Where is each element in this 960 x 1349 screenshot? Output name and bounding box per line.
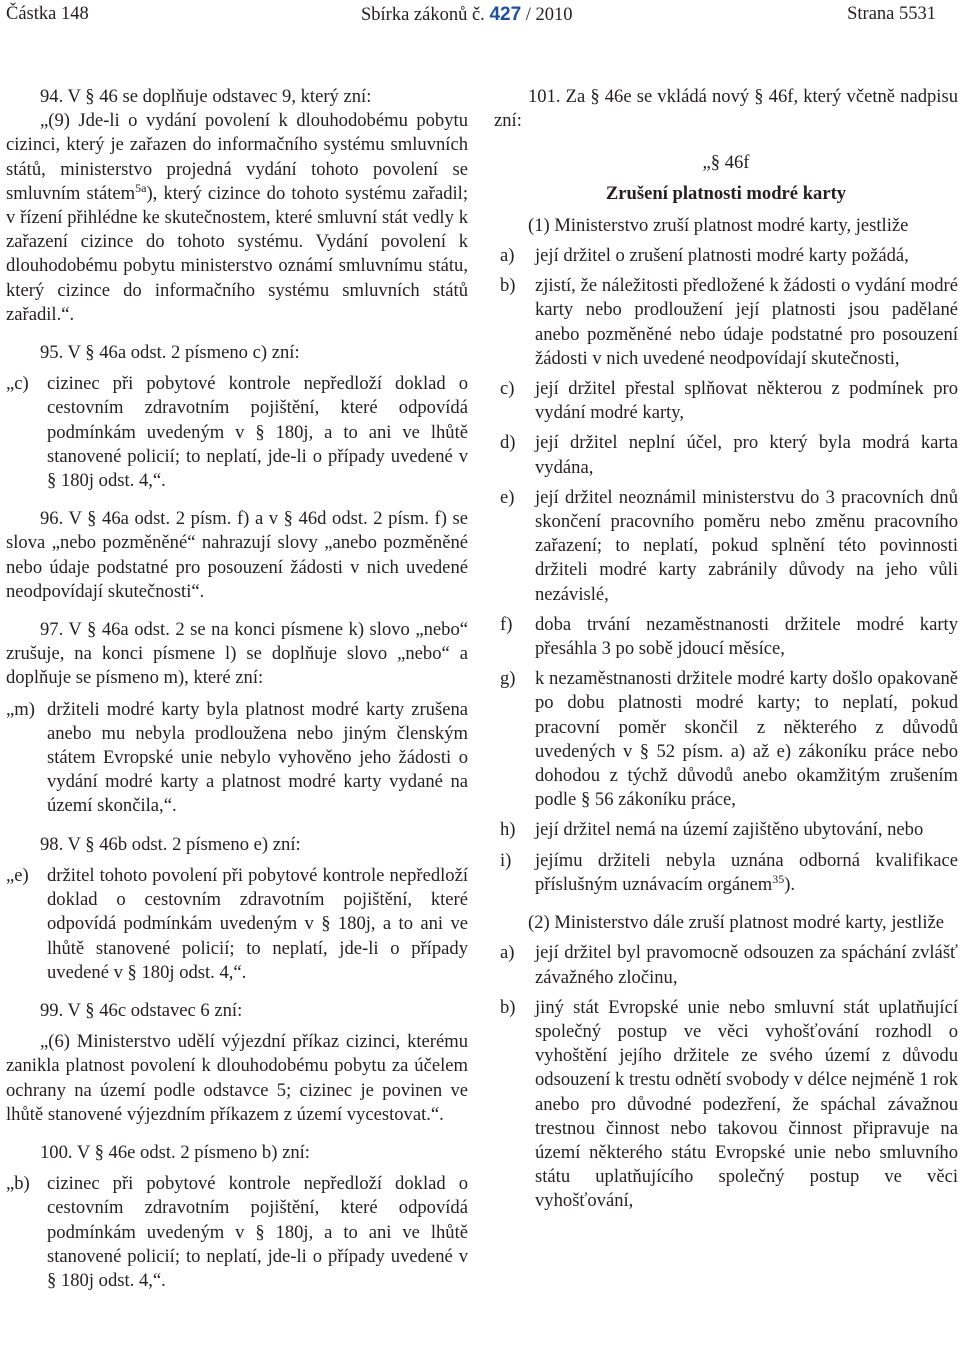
item-label: i) — [500, 849, 512, 871]
paragraph-2-items — [494, 941, 958, 1213]
item-label: d) — [500, 432, 516, 454]
point-101-intro: 101. Za § 46e se vkládá nový § 46f, který včetně nadpisu zní: — [494, 86, 958, 132]
item-label: a) — [500, 942, 515, 964]
list-item — [494, 613, 958, 661]
item-text: její držitel neplní účel, pro který byla modrá karta vydána, — [535, 432, 958, 478]
item-text-tail: ). — [784, 873, 796, 895]
point-94-text: „(9) Jde-li o vydání povolení k dlouhodobému pobytu cizinci, který je zařazen do informačního systému smluvních států, ministerstvo projedná vydání tohoto povolení se smluvním státem — [6, 110, 468, 204]
list-item — [494, 667, 958, 812]
item-text: k nezaměstnanosti držitele modré karty došlo opakovaně po dobu platnosti modré karty; to neplatí, pokud pracovní poměr skončil z některého z důvodů uvedených v § 52 písm. a) až e) zákoníku práce nebo dohodou z týchž důvodů anebo okamžitým zrušením podle § 56 zákoníku práce, — [535, 668, 958, 811]
point-94-body — [6, 109, 468, 327]
list-item — [494, 818, 958, 842]
list-item — [494, 377, 958, 425]
item-text: doba trvání nezaměstnanosti držitele modré karty přesáhla 3 po sobě jdoucí měsíce, — [535, 613, 958, 660]
point-98-item — [6, 864, 468, 985]
item-text: jejímu držiteli nebyla uznána odborná kvalifikace příslušným uznávacím orgánem — [535, 849, 958, 895]
list-item — [494, 244, 958, 268]
item-text: držitel tohoto povolení při pobytové kontrole nepředloží doklad o cestovním zdravotním pojištění, které odpovídá podmínkám uvedeným v § 180j, a to ani ve lhůtě stanovené policií; to neplatí, jde-li o případy uvedené v § 180j odst. 4,“. — [47, 864, 468, 983]
item-text: cizinec při pobytové kontrole nepředloží doklad o cestovním zdravotním pojištění, které odpovídá podmínkám uvedeným v § 180j, a to ani ve lhůtě stanovené policií; to neplatí, jde-li o případy uvedené v § 180j odst. 4,“. — [47, 373, 468, 492]
point-94-text-cont: ), který cizince do tohoto systému zařadil; v řízení přihlédne ke skutečnostem, které smluvní stát vedly k zařazení cizince do tohoto systému. Vydání povolení k dlouhodobému pobytu ministerstvo oznámí smluvnímu státu, který cizince do informačního systému smluvních států zařadil.“. — [6, 182, 468, 325]
item-label: „e) — [6, 864, 29, 886]
list-item — [494, 996, 958, 1214]
list-item — [494, 941, 958, 989]
item-text: její držitel byl pravomocně odsouzen za spáchání zvlášť závažného zločinu, — [535, 942, 958, 988]
item-text: její držitel o zrušení platnosti modré karty požádá, — [535, 245, 909, 267]
point-97-item — [6, 698, 468, 819]
collection-prefix: Sbírka zákonů č. — [361, 5, 485, 25]
item-label: a) — [500, 245, 515, 267]
section-heading: Zrušení platnosti modré karty — [605, 182, 847, 204]
item-label: „m) — [6, 698, 35, 720]
footnote-ref: 35 — [772, 871, 785, 886]
collection-title — [361, 4, 573, 26]
paragraph-1-items — [494, 244, 958, 897]
page-number: Strana 5531 — [847, 4, 936, 24]
item-label: „c) — [6, 373, 29, 395]
point-100-item — [6, 1172, 468, 1293]
item-label: e) — [500, 486, 515, 508]
point-96: 96. V § 46a odst. 2 písm. f) a v § 46d odst. 2 písm. f) se slova „nebo pozměněné“ nahrazují slovy „anebo pozměněné nebo údaje podstatné pro posouzení žádosti v nich uvedené neodpovídají skutečnosti“. — [6, 508, 468, 602]
footnote-ref: 5a — [135, 180, 147, 195]
list-item — [494, 849, 958, 897]
point-99-intro: 99. V § 46c odstavec 6 zní: — [40, 999, 243, 1021]
item-label: b) — [500, 996, 516, 1018]
right-column — [494, 85, 958, 1214]
law-number: 427 — [489, 4, 522, 25]
point-99-body: „(6) Ministerstvo udělí výjezdní příkaz cizinci, kterému zanikla platnost povolení k dlouhodobému pobytu za účelem ochrany na území podle odstavce 5; cizinec je povinen ve lhůtě stanovené výjezdním příkazem z území vycestovat.“. — [6, 1031, 468, 1125]
item-label: c) — [500, 378, 515, 400]
item-text: zjistí, že náležitosti předložené k žádosti o vydání modré karty nebo prodloužení její platnosti jsou padělané anebo pozměněné nebo údaje podstatné pro posouzení žádosti v nich uvedené neodpovídají skutečnosti, — [535, 275, 958, 369]
item-label: g) — [500, 668, 516, 690]
point-95-item — [6, 372, 468, 493]
left-column — [6, 85, 468, 1293]
item-text: její držitel nemá na území zajištěno ubytování, nebo — [535, 819, 924, 841]
item-label: h) — [500, 819, 516, 841]
point-95-intro: 95. V § 46a odst. 2 písmeno c) zní: — [40, 342, 300, 364]
section-title: „§ 46f — [702, 152, 750, 174]
collection-year: / 2010 — [525, 5, 573, 25]
part-number: Částka 148 — [6, 4, 89, 24]
item-label: b) — [500, 275, 516, 297]
point-98-intro: 98. V § 46b odst. 2 písmeno e) zní: — [40, 833, 301, 855]
paragraph-2: (2) Ministerstvo dále zruší platnost modré karty, jestliže — [528, 912, 945, 934]
item-text: jiný stát Evropské unie nebo smluvní stát uplatňující společný postup ve věci vyhošťování rozhodl o vyhoštění jejího držitele ze svého území z důvodu odsouzení k trestu odnětí svobody v délce nejméně 1 rok anebo pro důvodné podezření, že spáchal závažnou trestnou činnost nebo takovou činnost připravuje na území některého státu Evropské unie nebo smluvního státu uplatňujícího společný postup ve věci vyhošťování, — [535, 996, 958, 1212]
item-text: cizinec při pobytové kontrole nepředloží doklad o cestovním zdravotním pojištění, které odpovídá podmínkám uvedeným v § 180j, a to ani ve lhůtě stanovené policií; to neplatí, jde-li o případy uvedené v § 180j odst. 4,“. — [47, 1173, 468, 1291]
list-item — [494, 274, 958, 371]
page-header — [6, 4, 936, 30]
item-text: její držitel přestal splňovat některou z podmínek pro vydání modré karty, — [535, 378, 958, 424]
point-100-intro: 100. V § 46e odst. 2 písmeno b) zní: — [40, 1141, 310, 1163]
list-item — [494, 431, 958, 479]
item-label: „b) — [6, 1173, 30, 1195]
point-94-intro: 94. V § 46 se doplňuje odstavec 9, který zní: — [40, 86, 372, 107]
list-item — [494, 486, 958, 607]
item-text: držiteli modré karty byla platnost modré karty zrušena anebo mu nebyla prodloužena nebo jiným členským státem Evropské unie nebylo vyhověno jeho žádosti o vydání modré karty a platnost modré karty vydané na území skončila,“. — [47, 698, 468, 817]
point-97: 97. V § 46a odst. 2 se na konci písmene k) slovo „nebo“ zrušuje, na konci písmene l) se doplňuje slovo „nebo“ a doplňuje se písmeno m), které zní: — [6, 619, 468, 689]
item-label: f) — [500, 613, 513, 635]
item-text: její držitel neoznámil ministerstvu do 3 pracovních dnů skončení pracovního poměru nebo změnu pracovního zařazení; to neplatí, pokud splnění této povinnosti držiteli modré karty zabránily důvody na jeho vůli nezávislé, — [535, 486, 958, 605]
paragraph-1: (1) Ministerstvo zruší platnost modré karty, jestliže — [528, 214, 909, 236]
